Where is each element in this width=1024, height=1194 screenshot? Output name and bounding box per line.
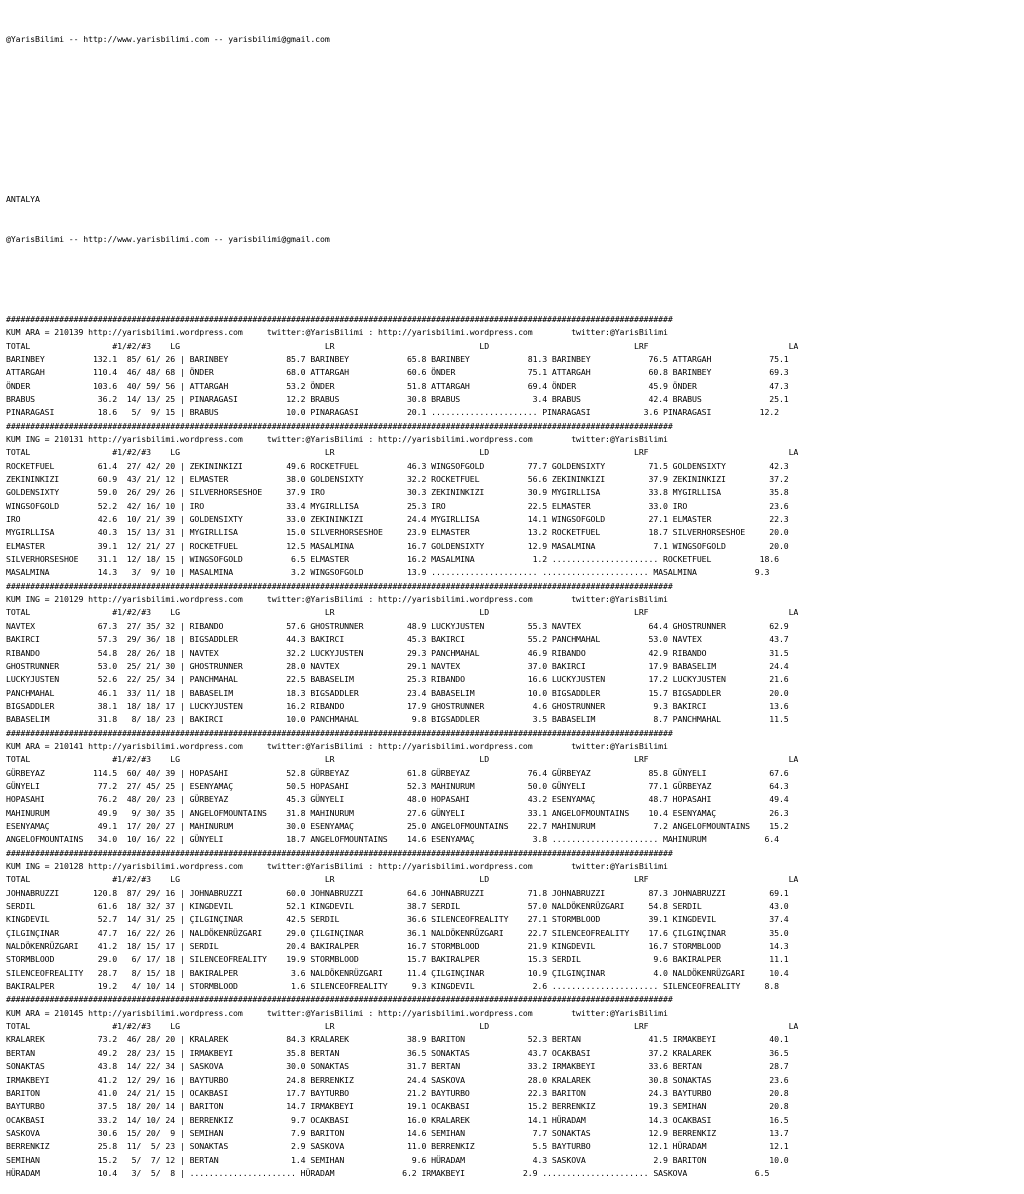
result-row: MASALMINA 14.3 3/ 9/ 10 | MASALMINA 3.2 WINGSOFGOLD 13.9 ...................... ...................... MASALMINA 9.3	[6, 567, 770, 578]
result-row: SEMIHAN 15.2 5/ 7/ 12 | BERTAN 1.4 SEMIHAN 9.6 HÜRADAM 4.3 SASKOVA 2.9 BARITON 10.0	[6, 1154, 789, 1165]
result-row: STORMBLOOD 29.0 6/ 17/ 18 | SILENCEOFREALITY 19.9 STORMBLOOD 15.7 BAKIRALPER 15.3 SERDIL 9.6 BAKIRALPER 11.1	[6, 954, 789, 965]
result-row: BAKIRCI 57.3 29/ 36/ 18 | BIGSADDLER 44.3 BAKIRCI 45.3 BAKIRCI 55.2 PANCHMAHAL 53.0 NAVTEX 43.7	[6, 634, 789, 645]
result-row: HOPASAHI 76.2 48/ 20/ 23 | GÜRBEYAZ 45.3 GÜNYELI 48.0 HOPASAHI 43.2 ESENYAMAÇ 48.7 HOPASAHI 49.4	[6, 794, 789, 805]
result-row: HÜRADAM 10.4 3/ 5/ 8 | ...................... HÜRADAM 6.2 IRMAKBEYI 2.9 ...................... SASKOVA 6.5	[6, 1167, 770, 1178]
result-row: ÖNDER 103.6 40/ 59/ 56 | ATTARGAH 53.2 ÖNDER 51.8 ATTARGAH 69.4 ÖNDER 45.9 ÖNDER 47.3	[6, 380, 789, 391]
race-section	[6, 420, 1024, 580]
sub-header-line: @YarisBilimi -- http://www.yarisbilimi.com -- yarisbilimi@gmail.com	[6, 233, 330, 244]
result-row: ZEKININKIZI 60.9 43/ 21/ 12 | ELMASTER 38.0 GOLDENSIXTY 32.2 ROCKETFUEL 56.6 ZEKININKIZI 37.9 ZEKININKIZI 37.2	[6, 474, 789, 485]
result-row: IRO 42.6 10/ 21/ 39 | GOLDENSIXTY 33.0 ZEKININKIZI 24.4 MYGIRLLISA 14.1 WINGSOFGOLD 27.1 ELMASTER 22.3	[6, 514, 789, 525]
result-row: BAKIRALPER 19.2 4/ 10/ 14 | STORMBLOOD 1.6 SILENCEOFREALITY 9.3 KINGDEVIL 2.6 ...................... SILENCEOFREALITY 8.8	[6, 981, 779, 992]
race-title: KUM ING = 210128 http://yarisbilimi.wordpress.com twitter:@YarisBilimi : http://yarisbilimi.wordpress.com twitter:@YarisBilimi	[6, 861, 668, 871]
race-title: KUM ING = 210131 http://yarisbilimi.wordpress.com twitter:@YarisBilimi : http://yarisbilimi.wordpress.com twitter:@YarisBilimi	[6, 434, 668, 444]
result-row: ANGELOFMOUNTAINS 34.0 10/ 16/ 22 | GÜNYELI 18.7 ANGELOFMOUNTAINS 14.6 ESENYAMAÇ 3.8 ...................... MAHINURUM 6.4	[6, 834, 779, 845]
separator-line: ##########################################################################################################################################	[6, 313, 673, 324]
blank-line	[6, 153, 1024, 166]
result-row: OCAKBASI 33.2 14/ 10/ 24 | BERRENKIZ 9.7 OCAKBASI 16.0 KRALAREK 14.1 HÜRADAM 14.3 OCAKBASI 16.5	[6, 1114, 789, 1125]
result-row: BARINBEY 132.1 85/ 61/ 26 | BARINBEY 85.7 BARINBEY 65.8 BARINBEY 81.3 BARINBEY 76.5 ATTARGAH 75.1	[6, 353, 789, 364]
result-row: ESENYAMAÇ 49.1 17/ 20/ 27 | MAHINURUM 30.0 ESENYAMAÇ 25.0 ANGELOFMOUNTAINS 22.7 MAHINURUM 7.2 ANGELOFMOUNTAINS 15.2	[6, 820, 789, 831]
result-row: NALDÖKENRÜZGARI 41.2 18/ 15/ 17 | SERDIL 20.4 BAKIRALPER 16.7 STORMBLOOD 21.9 KINGDEVIL 16.7 STORMBLOOD 14.3	[6, 941, 789, 952]
separator-line: ##########################################################################################################################################	[6, 580, 673, 591]
result-row: NAVTEX 67.3 27/ 35/ 32 | RIBANDO 57.6 GHOSTRUNNER 48.9 LUCKYJUSTEN 55.3 NAVTEX 64.4 GHOSTRUNNER 62.9	[6, 620, 789, 631]
column-headers: TOTAL #1/#2/#3 LG LR LD LRF LA	[6, 754, 799, 765]
separator-line: ##########################################################################################################################################	[6, 847, 673, 858]
result-row: GÜRBEYAZ 114.5 60/ 40/ 39 | HOPASAHI 52.8 GÜRBEYAZ 61.8 GÜRBEYAZ 76.4 GÜRBEYAZ 85.8 GÜNYELI 67.6	[6, 767, 789, 778]
result-row: ÇILGINÇINAR 47.7 16/ 22/ 26 | NALDÖKENRÜZGARI 29.0 ÇILGINÇINAR 36.1 NALDÖKENRÜZGARI 22.7 SILENCEOFREALITY 17.6 ÇILGINÇINAR 35.0	[6, 927, 789, 938]
column-headers: TOTAL #1/#2/#3 LG LR LD LRF LA	[6, 447, 799, 458]
race-section	[6, 313, 1024, 420]
result-row: IRMAKBEYI 41.2 12/ 29/ 16 | BAYTURBO 24.8 BERRENKIZ 24.4 SASKOVA 28.0 KRALAREK 30.8 SONAKTAS 23.6	[6, 1074, 789, 1085]
result-row: PANCHMAHAL 46.1 33/ 11/ 18 | BABASELIM 18.3 BIGSADDLER 23.4 BABASELIM 10.0 BIGSADDLER 15.7 BIGSADDLER 20.0	[6, 687, 789, 698]
result-row: SILENCEOFREALITY 28.7 8/ 15/ 18 | BAKIRALPER 3.6 NALDÖKENRÜZGARI 11.4 ÇILGINÇINAR 10.9 ÇILGINÇINAR 4.0 NALDÖKENRÜZGARI 10.4	[6, 967, 789, 978]
result-row: LUCKYJUSTEN 52.6 22/ 25/ 34 | PANCHMAHAL 22.5 BABASELIM 25.3 RIBANDO 16.6 LUCKYJUSTEN 17.2 LUCKYJUSTEN 21.6	[6, 674, 789, 685]
result-row: BARITON 41.0 24/ 21/ 15 | OCAKBASI 17.7 BAYTURBO 21.2 BAYTURBO 22.3 BARITON 24.3 BAYTURBO 20.8	[6, 1087, 789, 1098]
result-row: ROCKETFUEL 61.4 27/ 42/ 20 | ZEKININKIZI 49.6 ROCKETFUEL 46.3 WINGSOFGOLD 77.7 GOLDENSIXTY 71.5 GOLDENSIXTY 42.3	[6, 460, 789, 471]
separator-line: ##########################################################################################################################################	[6, 994, 673, 1005]
result-row: KINGDEVIL 52.7 14/ 31/ 25 | ÇILGINÇINAR 42.5 SERDIL 36.6 SILENCEOFREALITY 27.1 STORMBLOOD 39.1 KINGDEVIL 37.4	[6, 914, 789, 925]
column-headers: TOTAL #1/#2/#3 LG LR LD LRF LA	[6, 607, 799, 618]
result-row: ATTARGAH 110.4 46/ 48/ 68 | ÖNDER 68.0 ATTARGAH 60.6 ÖNDER 75.1 ATTARGAH 60.8 BARINBEY 69.3	[6, 367, 789, 378]
result-row: BAYTURBO 37.5 18/ 20/ 14 | BARITON 14.7 IRMAKBEYI 19.1 OCAKBASI 15.2 BERRENKIZ 19.3 SEMIHAN 20.8	[6, 1101, 789, 1112]
race-section	[6, 580, 1024, 727]
result-row: BRABUS 36.2 14/ 13/ 25 | PINARAGASI 12.2 BRABUS 30.8 BRABUS 3.4 BRABUS 42.4 BRABUS 25.1	[6, 393, 789, 404]
blank-line	[6, 113, 1024, 126]
column-headers: TOTAL #1/#2/#3 LG LR LD LRF LA	[6, 340, 799, 351]
result-row: MYGIRLLISA 40.3 15/ 13/ 31 | MYGIRLLISA 15.0 SILVERHORSESHOE 23.9 ELMASTER 13.2 ROCKETFUEL 18.7 SILVERHORSESHOE 20.0	[6, 527, 789, 538]
column-headers: TOTAL #1/#2/#3 LG LR LD LRF LA	[6, 1021, 799, 1032]
column-headers: TOTAL #1/#2/#3 LG LR LD LRF LA	[6, 874, 799, 885]
result-row: GHOSTRUNNER 53.0 25/ 21/ 30 | GHOSTRUNNER 28.0 NAVTEX 29.1 NAVTEX 37.0 BAKIRCI 17.9 BABASELIM 24.4	[6, 660, 789, 671]
result-row: BERRENKIZ 25.8 11/ 5/ 23 | SONAKTAS 2.9 SASKOVA 11.0 BERRENKIZ 5.5 BAYTURBO 12.1 HÜRADAM 12.1	[6, 1141, 789, 1152]
race-title: KUM ING = 210129 http://yarisbilimi.wordpress.com twitter:@YarisBilimi : http://yarisbilimi.wordpress.com twitter:@YarisBilimi	[6, 594, 668, 605]
result-row: GOLDENSIXTY 59.0 26/ 29/ 26 | SILVERHORSESHOE 37.9 IRO 30.3 ZEKININKIZI 30.9 MYGIRLLISA 33.8 MYGIRLLISA 35.8	[6, 487, 789, 498]
race-section	[6, 727, 1024, 847]
result-row: PINARAGASI 18.6 5/ 9/ 15 | BRABUS 10.0 PINARAGASI 20.1 ...................... PINARAGASI 3.6 PINARAGASI 12.2	[6, 407, 779, 418]
blank-line	[6, 73, 1024, 86]
race-section	[6, 847, 1024, 994]
race-title: KUM ARA = 210141 http://yarisbilimi.wordpress.com twitter:@YarisBilimi : http://yarisbilimi.wordpress.com twitter:@YarisBilimi	[6, 740, 668, 751]
result-row: RIBANDO 54.8 28/ 26/ 18 | NAVTEX 32.2 LUCKYJUSTEN 29.3 PANCHMAHAL 46.9 RIBANDO 42.9 RIBANDO 31.5	[6, 647, 789, 658]
header-line: @YarisBilimi -- http://www.yarisbilimi.com -- yarisbilimi@gmail.com	[6, 33, 330, 44]
location-title: ANTALYA	[6, 193, 40, 204]
race-section	[6, 993, 1024, 1180]
result-row: GÜNYELI 77.2 27/ 45/ 25 | ESENYAMAÇ 50.5 HOPASAHI 52.3 MAHINURUM 50.0 GÜNYELI 77.1 GÜRBEYAZ 64.3	[6, 780, 789, 791]
result-row: ELMASTER 39.1 12/ 21/ 27 | ROCKETFUEL 12.5 MASALMINA 16.7 GOLDENSIXTY 12.9 MASALMINA 7.1 WINGSOFGOLD 20.0	[6, 540, 789, 551]
separator-line: ##########################################################################################################################################	[6, 727, 673, 738]
result-row: KRALAREK 73.2 46/ 28/ 20 | KRALAREK 84.3 KRALAREK 38.9 BARITON 52.3 BERTAN 41.5 IRMAKBEYI 40.1	[6, 1034, 789, 1045]
result-row: JOHNABRUZZI 120.8 87/ 29/ 16 | JOHNABRUZZI 60.0 JOHNABRUZZI 64.6 JOHNABRUZZI 71.8 JOHNABRUZZI 87.3 JOHNABRUZZI 69.1	[6, 887, 789, 898]
result-row: SONAKTAS 43.8 14/ 22/ 34 | SASKOVA 30.0 SONAKTAS 31.7 BERTAN 33.2 IRMAKBEYI 33.6 BERTAN 28.7	[6, 1061, 789, 1072]
result-row: BIGSADDLER 38.1 18/ 18/ 17 | LUCKYJUSTEN 16.2 RIBANDO 17.9 GHOSTRUNNER 4.6 GHOSTRUNNER 9.3 BAKIRCI 13.6	[6, 700, 789, 711]
result-row: SASKOVA 30.6 15/ 20/ 9 | SEMIHAN 7.9 BARITON 14.6 SEMIHAN 7.7 SONAKTAS 12.9 BERRENKIZ 13.7	[6, 1127, 789, 1138]
blank-line	[6, 273, 1024, 286]
result-row: MAHINURUM 49.9 9/ 30/ 35 | ANGELOFMOUNTAINS 31.8 MAHINURUM 27.6 GÜNYELI 33.1 ANGELOFMOUNTAINS 10.4 ESENYAMAÇ 26.3	[6, 807, 789, 818]
separator-line: ##########################################################################################################################################	[6, 420, 673, 431]
race-sections	[6, 313, 1024, 1180]
race-title: KUM ARA = 210145 http://yarisbilimi.wordpress.com twitter:@YarisBilimi : http://yarisbilimi.wordpress.com twitter:@YarisBilimi	[6, 1007, 668, 1018]
result-row: BERTAN 49.2 28/ 23/ 15 | IRMAKBEYI 35.8 BERTAN 36.5 SONAKTAS 43.7 OCAKBASI 37.2 KRALAREK 36.5	[6, 1047, 789, 1058]
result-row: BABASELIM 31.8 8/ 18/ 23 | BAKIRCI 10.0 PANCHMAHAL 9.8 BIGSADDLER 3.5 BABASELIM 8.7 PANCHMAHAL 11.5	[6, 714, 789, 725]
race-title: KUM ARA = 210139 http://yarisbilimi.wordpress.com twitter:@YarisBilimi : http://yarisbilimi.wordpress.com twitter:@YarisBilimi	[6, 327, 668, 338]
result-row: WINGSOFGOLD 52.2 42/ 16/ 10 | IRO 33.4 MYGIRLLISA 25.3 IRO 22.5 ELMASTER 33.0 IRO 23.6	[6, 500, 789, 511]
result-row: SILVERHORSESHOE 31.1 12/ 18/ 15 | WINGSOFGOLD 6.5 ELMASTER 16.2 MASALMINA 1.2 ...................... ROCKETFUEL 18.6	[6, 554, 779, 565]
result-row: SERDIL 61.6 18/ 32/ 37 | KINGDEVIL 52.1 KINGDEVIL 38.7 SERDIL 57.0 NALDÖKENRÜZGARI 54.8 SERDIL 43.0	[6, 901, 789, 912]
